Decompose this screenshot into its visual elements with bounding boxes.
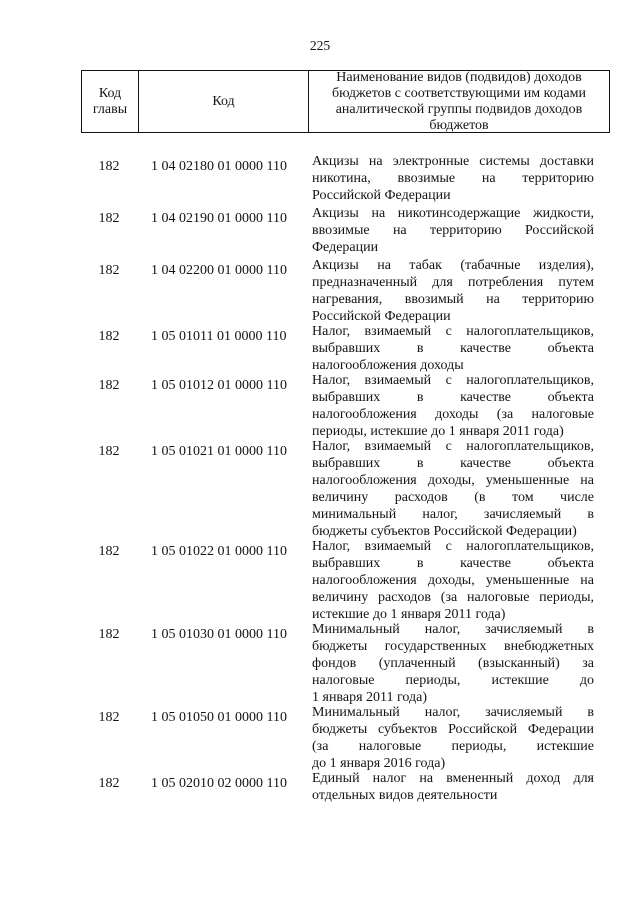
- income-code: 1 04 02190 01 0000 110: [151, 211, 287, 226]
- name-line: до 1 января 2016 года): [312, 756, 446, 771]
- income-name: [312, 538, 594, 623]
- chapter-code: 182: [98, 378, 120, 393]
- chapter-code: 182: [98, 444, 120, 459]
- name-line: бюджеты субъектов Российской Федерации: [312, 722, 594, 737]
- name-line: Акцизы на электронные системы доставки: [312, 154, 594, 169]
- chapter-code: 182: [98, 776, 120, 791]
- table-row: [81, 153, 610, 204]
- name-line: периоды, истекшие до 1 января 2011 года): [312, 424, 564, 439]
- name-line: выбравших в качестве объекта: [312, 341, 594, 356]
- income-code: 1 04 02180 01 0000 110: [151, 159, 287, 174]
- income-name: [312, 372, 594, 440]
- income-code: 1 05 02010 02 0000 110: [151, 776, 287, 791]
- name-line: никотина, ввозимые на территорию: [312, 171, 594, 186]
- name-line: 1 января 2011 года): [312, 690, 427, 705]
- name-line: величину расходов (в том числе: [312, 490, 594, 505]
- name-line: Минимальный налог, зачисляемый в: [312, 622, 594, 637]
- name-line: Федерации: [312, 240, 379, 255]
- income-code: 1 04 02200 01 0000 110: [151, 263, 287, 278]
- income-name: [312, 153, 594, 204]
- table-header: [81, 70, 610, 133]
- income-name: [312, 770, 594, 804]
- income-name: [312, 704, 594, 772]
- name-line: Налог, взимаемый с налогоплательщиков,: [312, 373, 594, 388]
- income-name: [312, 621, 594, 706]
- name-line: истекшие до 1 января 2011 года): [312, 607, 506, 622]
- table-row: [81, 257, 610, 325]
- name-line: минимальный налог, зачисляемый в: [312, 507, 594, 522]
- name-line: фондов (уплаченный (взысканный) за: [312, 656, 594, 671]
- table-row: [81, 538, 610, 623]
- chapter-code: 182: [98, 710, 120, 725]
- name-line: Российской Федерации: [312, 188, 451, 203]
- chapter-code: 182: [98, 627, 120, 642]
- name-line: бюджеты субъектов Российской Федерации): [312, 524, 577, 539]
- name-line: Российской Федерации: [312, 309, 451, 324]
- name-line: величину расходов (за налоговые периоды,: [312, 590, 594, 605]
- chapter-code: 182: [98, 263, 120, 278]
- name-line: Налог, взимаемый с налогоплательщиков,: [312, 324, 594, 339]
- table-row: [81, 372, 610, 440]
- table-row: [81, 438, 610, 540]
- income-code: 1 05 01022 01 0000 110: [151, 544, 287, 559]
- name-line: Налог, взимаемый с налогоплательщиков,: [312, 539, 594, 554]
- income-code: 1 05 01030 01 0000 110: [151, 627, 287, 642]
- income-code: 1 05 01011 01 0000 110: [151, 329, 287, 344]
- income-name: [312, 438, 594, 540]
- name-line: налоговые периоды, истекшие до: [312, 673, 594, 688]
- name-line: налогообложения доходы: [312, 358, 464, 373]
- table-row: [81, 621, 610, 706]
- name-line: налогообложения доходы (за налоговые: [312, 407, 594, 422]
- name-line: выбравших в качестве объекта: [312, 456, 594, 471]
- income-name: [312, 323, 594, 374]
- chapter-code: 182: [98, 329, 120, 344]
- table-row: [81, 704, 610, 772]
- name-line: бюджеты государственных внебюджетных: [312, 639, 594, 654]
- name-line: Единый налог на вмененный доход для: [312, 771, 594, 786]
- header-code: Код: [138, 71, 308, 132]
- name-line: Акцизы на никотинсодержащие жидкости,: [312, 206, 594, 221]
- name-line: Акцизы на табак (табачные изделия),: [312, 258, 594, 273]
- chapter-code: 182: [98, 544, 120, 559]
- name-line: ввозимые на территорию Российской: [312, 223, 594, 238]
- name-line: выбравших в качестве объекта: [312, 556, 594, 571]
- page-number: 225: [309, 38, 331, 53]
- name-line: отдельных видов деятельности: [312, 788, 498, 803]
- income-code: 1 05 01050 01 0000 110: [151, 710, 287, 725]
- income-name: [312, 205, 594, 256]
- chapter-code: 182: [98, 159, 120, 174]
- name-line: выбравших в качестве объекта: [312, 390, 594, 405]
- name-line: налогообложения доходы, уменьшенные на: [312, 573, 594, 588]
- header-chapter-code: Код главы: [92, 85, 128, 117]
- name-line: Налог, взимаемый с налогоплательщиков,: [312, 439, 594, 454]
- income-name: [312, 257, 594, 325]
- name-line: (за налоговые периоды, истекшие: [312, 739, 594, 754]
- name-line: Минимальный налог, зачисляемый в: [312, 705, 594, 720]
- table-row: [81, 205, 610, 256]
- income-code: 1 05 01012 01 0000 110: [151, 378, 287, 393]
- name-line: предназначенный для потребления путем: [312, 275, 594, 290]
- name-line: нагревания, ввозимый на территорию: [312, 292, 594, 307]
- table-row: [81, 323, 610, 374]
- income-code: 1 05 01021 01 0000 110: [151, 444, 287, 459]
- table-row: [81, 770, 610, 804]
- chapter-code: 182: [98, 211, 120, 226]
- name-line: налогообложения доходы, уменьшенные на: [312, 473, 594, 488]
- header-name: Наименование видов (подвидов) доходов бюджетов с соответствующими им кодами аналитической группы подвидов доходов бюджетов: [308, 71, 609, 132]
